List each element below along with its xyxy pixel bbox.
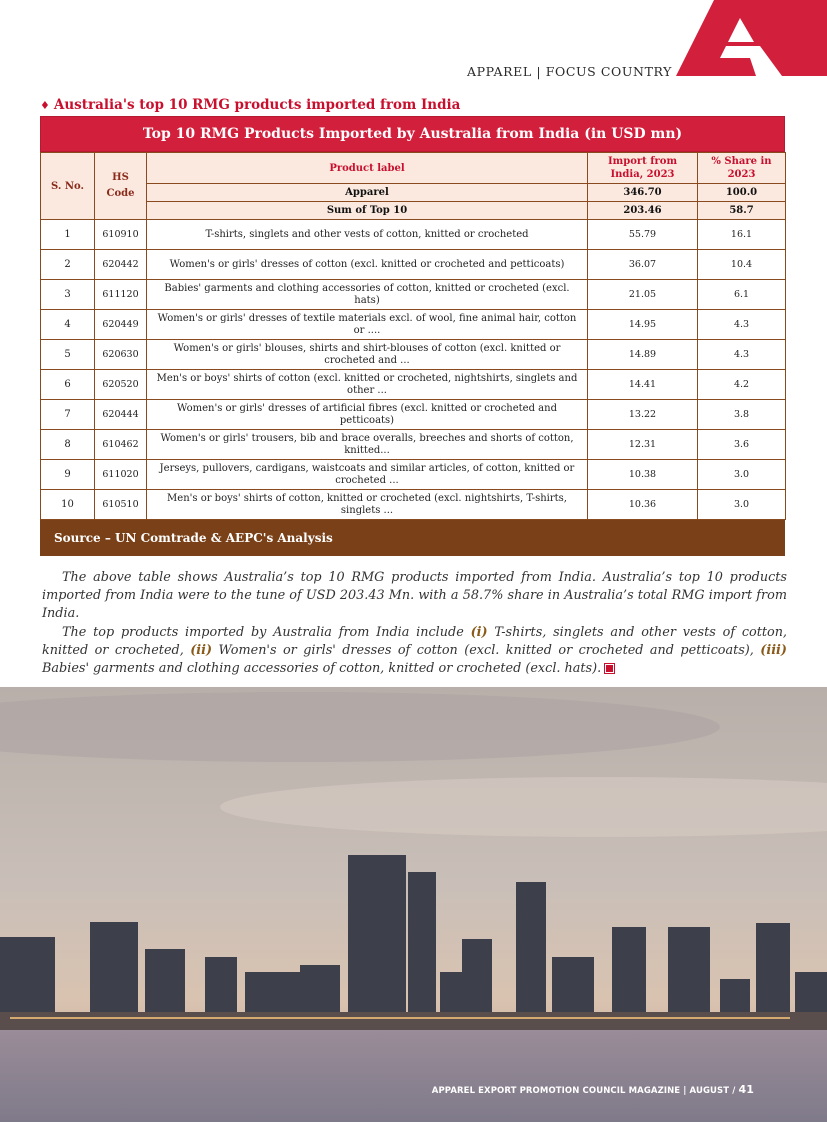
- page-number: 41: [738, 1083, 754, 1096]
- products-grid: [40, 152, 786, 520]
- item-2-text: Women's or girls' dresses of cotton (excl. knitted or crocheted and petticoats),: [212, 642, 761, 658]
- cell-product: Men's or boys' shirts of cotton, knitted or crocheted (excl. nightshirts, T-shirts, singlets ...: [147, 490, 588, 520]
- paragraph-2: [42, 624, 787, 679]
- summary-share: 100.0: [698, 184, 786, 202]
- header-hs-code: HS Code: [95, 153, 147, 220]
- section-title: [40, 97, 460, 113]
- cell-sno: 8: [41, 430, 95, 460]
- cell-import: 14.89: [588, 340, 698, 370]
- table-row: [41, 490, 786, 520]
- cell-hs-code: 620520: [95, 370, 147, 400]
- city-skyline-photo: [0, 687, 827, 1122]
- cell-share: 4.3: [698, 310, 786, 340]
- p2-intro: The top products imported by Australia from India include: [62, 624, 471, 640]
- item-3-text: Babies' garments and clothing accessories of cotton, knitted or crocheted (excl. hats).: [42, 661, 602, 677]
- cell-sno: 2: [41, 250, 95, 280]
- cell-product: Men's or boys' shirts of cotton (excl. knitted or crocheted, nightshirts, singlets and other ...: [147, 370, 588, 400]
- header-share: % Share in 2023: [698, 153, 786, 184]
- cell-hs-code: 610510: [95, 490, 147, 520]
- cell-sno: 4: [41, 310, 95, 340]
- cell-share: 10.4: [698, 250, 786, 280]
- summary-label: Sum of Top 10: [147, 202, 588, 220]
- cell-share: 3.0: [698, 490, 786, 520]
- cell-hs-code: 620444: [95, 400, 147, 430]
- cell-import: 12.31: [588, 430, 698, 460]
- products-table: [40, 116, 785, 556]
- cell-product: Women's or girls' dresses of textile materials excl. of wool, fine animal hair, cotton or ....: [147, 310, 588, 340]
- cell-product: T-shirts, singlets and other vests of cotton, knitted or crocheted: [147, 220, 588, 250]
- table-row: [41, 430, 786, 460]
- cell-product: Jerseys, pullovers, cardigans, waistcoats and similar articles, of cotton, knitted or crocheted ...: [147, 460, 588, 490]
- cell-product: Women's or girls' dresses of artificial fibres (excl. knitted or crocheted and petticoats): [147, 400, 588, 430]
- cell-hs-code: 620630: [95, 340, 147, 370]
- cell-share: 3.6: [698, 430, 786, 460]
- cell-hs-code: 611020: [95, 460, 147, 490]
- cell-sno: 10: [41, 490, 95, 520]
- section-header: APPAREL | FOCUS COUNTRY: [467, 64, 672, 79]
- cell-import: 13.22: [588, 400, 698, 430]
- cell-sno: 6: [41, 370, 95, 400]
- summary-row-apparel: [41, 184, 786, 202]
- summary-label: Apparel: [147, 184, 588, 202]
- table-row: [41, 340, 786, 370]
- cell-product: Women's or girls' dresses of cotton (excl. knitted or crocheted and petticoats): [147, 250, 588, 280]
- cell-sno: 9: [41, 460, 95, 490]
- cell-import: 55.79: [588, 220, 698, 250]
- marker-iii: (iii): [760, 642, 787, 658]
- cell-hs-code: 610910: [95, 220, 147, 250]
- cell-import: 36.07: [588, 250, 698, 280]
- cell-import: 14.41: [588, 370, 698, 400]
- diamond-icon: ♦: [40, 99, 50, 112]
- cell-share: 4.3: [698, 340, 786, 370]
- item-1-text: T-shirts, singlets and other vests of cotton, knitted or crocheted,: [42, 624, 788, 658]
- cell-share: 3.8: [698, 400, 786, 430]
- cell-hs-code: 610462: [95, 430, 147, 460]
- aepc-a-logo-icon: [676, 0, 827, 76]
- table-caption: Top 10 RMG Products Imported by Australia from India (in USD mn): [40, 116, 785, 152]
- end-mark-icon: [605, 664, 614, 673]
- table-row: [41, 370, 786, 400]
- header-sno: S. No.: [41, 153, 95, 220]
- marker-ii: (ii): [190, 642, 213, 658]
- cell-import: 21.05: [588, 280, 698, 310]
- table-row: [41, 310, 786, 340]
- table-row: [41, 220, 786, 250]
- page-footer: [432, 1083, 754, 1096]
- table-body: [41, 220, 786, 520]
- source-note: Source – UN Comtrade & AEPC's Analysis: [40, 520, 785, 556]
- cell-product: Women's or girls' trousers, bib and brace overalls, breeches and shorts of cotton, knitted...: [147, 430, 588, 460]
- cell-import: 10.38: [588, 460, 698, 490]
- body-text: [42, 569, 787, 678]
- summary-import: 346.70: [588, 184, 698, 202]
- cell-share: 4.2: [698, 370, 786, 400]
- paragraph-1: The above table shows Australia’s top 10 RMG products imported from India. Australia’s top 10 products imported from India were to the tune of USD 203.43 Mn. with a 58.7% share in Australia’s total RMG import from India.: [42, 570, 787, 622]
- header-import: Import from India, 2023: [588, 153, 698, 184]
- cell-share: 16.1: [698, 220, 786, 250]
- footer-magazine: APPAREL EXPORT PROMOTION COUNCIL MAGAZINE | AUGUST /: [431, 1086, 739, 1096]
- cell-sno: 5: [41, 340, 95, 370]
- cell-sno: 7: [41, 400, 95, 430]
- table-row: [41, 400, 786, 430]
- cell-product: Babies' garments and clothing accessories of cotton, knitted or crocheted (excl. hats): [147, 280, 588, 310]
- marker-i: (i): [470, 624, 488, 640]
- cell-hs-code: 620449: [95, 310, 147, 340]
- summary-import: 203.46: [588, 202, 698, 220]
- section-title-text: Australia's top 10 RMG products imported from India: [53, 97, 461, 113]
- cell-share: 6.1: [698, 280, 786, 310]
- summary-row-top10: [41, 202, 786, 220]
- table-row: [41, 460, 786, 490]
- table-row: [41, 280, 786, 310]
- header-product: Product label: [147, 153, 588, 184]
- cell-hs-code: 611120: [95, 280, 147, 310]
- cell-product: Women's or girls' blouses, shirts and shirt-blouses of cotton (excl. knitted or crocheted and ...: [147, 340, 588, 370]
- cell-sno: 3: [41, 280, 95, 310]
- cell-import: 10.36: [588, 490, 698, 520]
- cell-import: 14.95: [588, 310, 698, 340]
- cell-sno: 1: [41, 220, 95, 250]
- summary-share: 58.7: [698, 202, 786, 220]
- cell-hs-code: 620442: [95, 250, 147, 280]
- table-row: [41, 250, 786, 280]
- cell-share: 3.0: [698, 460, 786, 490]
